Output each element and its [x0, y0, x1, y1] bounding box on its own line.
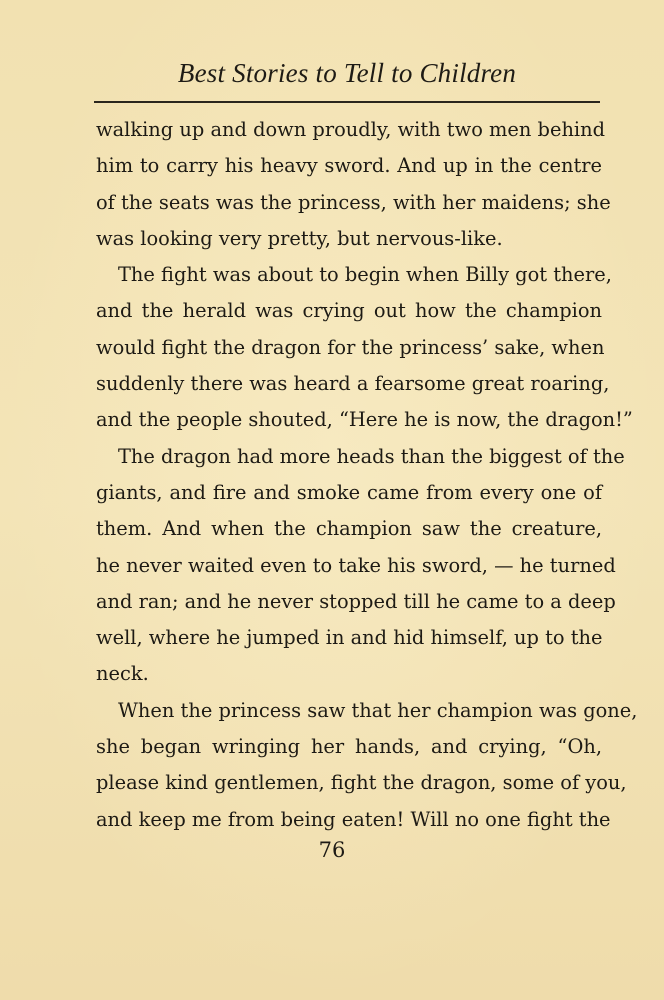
text-line: neck.	[96, 662, 149, 686]
text-line: them. And when the champion saw the creature,	[96, 517, 602, 541]
body-text	[96, 112, 638, 838]
text-line: The dragon had more heads than the biggest of the	[118, 444, 625, 468]
text-line: and ran; and he never stopped till he came to a deep	[96, 589, 616, 613]
text-line: of the seats was the princess, with her maidens; she	[96, 190, 611, 214]
running-head-title: Best Stories to Tell to Children	[177, 58, 517, 88]
text-line: she began wringing her hands, and crying, “Oh,	[96, 735, 602, 759]
text-line: When the princess saw that her champion was gone,	[118, 698, 638, 722]
text-line: and keep me from being eaten! Will no one fight the	[96, 807, 611, 831]
text-line: and the people shouted, “Here he is now, the dragon!”	[96, 408, 633, 432]
text-line: and the herald was crying out how the champion	[96, 299, 602, 323]
text-line: suddenly there was heard a fearsome great roaring,	[96, 372, 610, 396]
text-line: he never waited even to take his sword, — he turned	[96, 553, 616, 577]
text-line: well, where he jumped in and hid himself, up to the	[96, 626, 603, 650]
text-line: would fight the dragon for the princess’ sake, when	[96, 335, 605, 359]
text-line: giants, and fire and smoke came from every one of	[96, 480, 602, 504]
header-rule	[94, 101, 600, 103]
text-line: him to carry his heavy sword. And up in the centre	[96, 154, 602, 178]
text-line: walking up and down proudly, with two men behind	[96, 118, 606, 141]
text-line: The fight was about to begin when Billy got there,	[118, 263, 612, 287]
text-line: please kind gentlemen, fight the dragon, some of you,	[96, 771, 627, 795]
text-line: was looking very pretty, but nervous-like.	[96, 226, 503, 250]
page-number: 76	[318, 838, 346, 862]
